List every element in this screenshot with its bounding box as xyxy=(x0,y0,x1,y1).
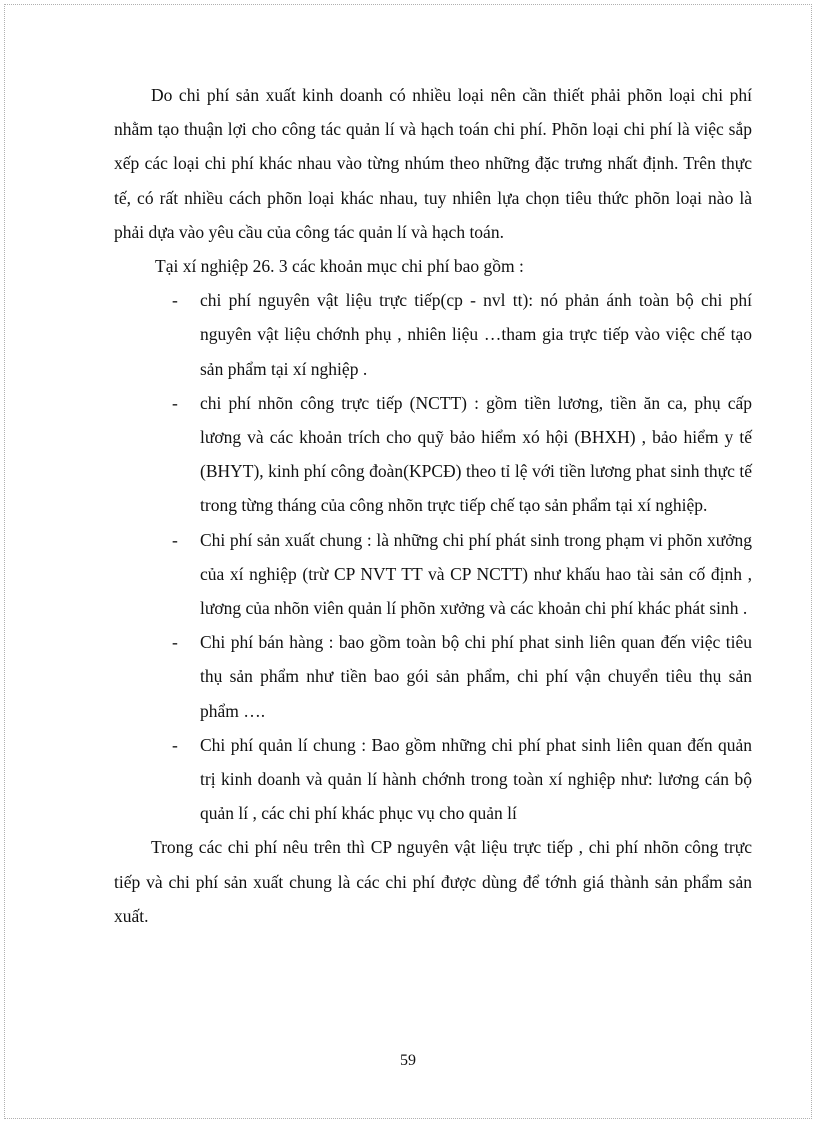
bullet-dash: - xyxy=(172,734,178,755)
list-item xyxy=(114,283,752,386)
bullet-dash: - xyxy=(172,632,178,653)
list-intro: Tại xí nghiệp 26. 3 các khoản mục chi phí bao gồm : xyxy=(155,256,524,277)
list-item xyxy=(114,386,752,523)
list-item-text: chi phí nguyên vật liệu trực tiếp(cp - nvl tt): nó phản ánh toàn bộ chi phí nguyên vật liệu chớnh phụ , nhiên liệu …tham gia trực tiếp vào việc chế tạo sản phẩm tại xí nghiệp . xyxy=(200,290,752,379)
page-number: 59 xyxy=(400,1052,416,1069)
list-item-text: Chi phí quản lí chung : Bao gồm những chi phí phat sinh liên quan đến quản trị kinh doanh và quản lí hành chớnh trong toàn xí nghiệp như: lương cán bộ quản lí , các chi phí khác phục vụ cho quản lí xyxy=(200,734,752,824)
list-item-text: Chi phí bán hàng : bao gồm toàn bộ chi phí phat sinh liên quan đến việc tiêu thụ sản phẩm như tiền bao gói sản phẩm, chi phí vận chuyển tiêu thụ sản phẩm …. xyxy=(200,632,752,721)
list-item-text: chi phí nhõn công trực tiếp (NCTT) : gồm tiền lương, tiền ăn ca, phụ cấp lương và các khoản trích cho quỹ bảo hiểm xó hội (BHXH) , bảo hiểm y tế (BHYT), kinh phí công đoàn(KPCĐ) theo tỉ lệ với tiền lương phat sinh thực tế trong từng tháng của công nhõn trực tiếp chế tạo sản phẩm tại xí nghiệp. xyxy=(200,392,752,516)
cost-items-list xyxy=(114,283,752,830)
intro-paragraph: Do chi phí sản xuất kinh doanh có nhiều loại nên cần thiết phải phõn loại chi phí nhằm tạo thuận lợi cho công tác quản lí và hạch toán chi phí. Phõn loại chi phí là việc sắp xếp các loại chi phí khác nhau vào từng nhúm theo những đặc trưng nhất định. Trên thực tế, có rất nhiều cách phõn loại khác nhau, tuy nhiên lựa chọn tiêu thức phõn loại nào là phải dựa vào yêu cầu của công tác quản lí và hạch toán. xyxy=(114,85,752,242)
list-item-text: Chi phí sản xuất chung : là những chi phí phát sinh trong phạm vi phõn xưởng của xí nghiệp (trừ CP NVT TT và CP NCTT) như khấu hao tài sản cố định , lương của nhõn viên quản lí phõn xưởng và các khoản chi phí khác phát sinh . xyxy=(200,529,752,619)
bullet-dash: - xyxy=(172,529,178,550)
bullet-dash: - xyxy=(172,392,178,413)
closing-paragraph: Trong các chi phí nêu trên thì CP nguyên vật liệu trực tiếp , chi phí nhõn công trực tiếp và chi phí sản xuất chung là các chi phí được dùng để tớnh giá thành sản phẩm sản xuất. xyxy=(114,837,752,926)
list-item xyxy=(114,625,752,728)
list-item xyxy=(114,728,752,831)
document-body xyxy=(114,78,752,933)
list-item xyxy=(114,523,752,626)
bullet-dash: - xyxy=(172,290,178,311)
